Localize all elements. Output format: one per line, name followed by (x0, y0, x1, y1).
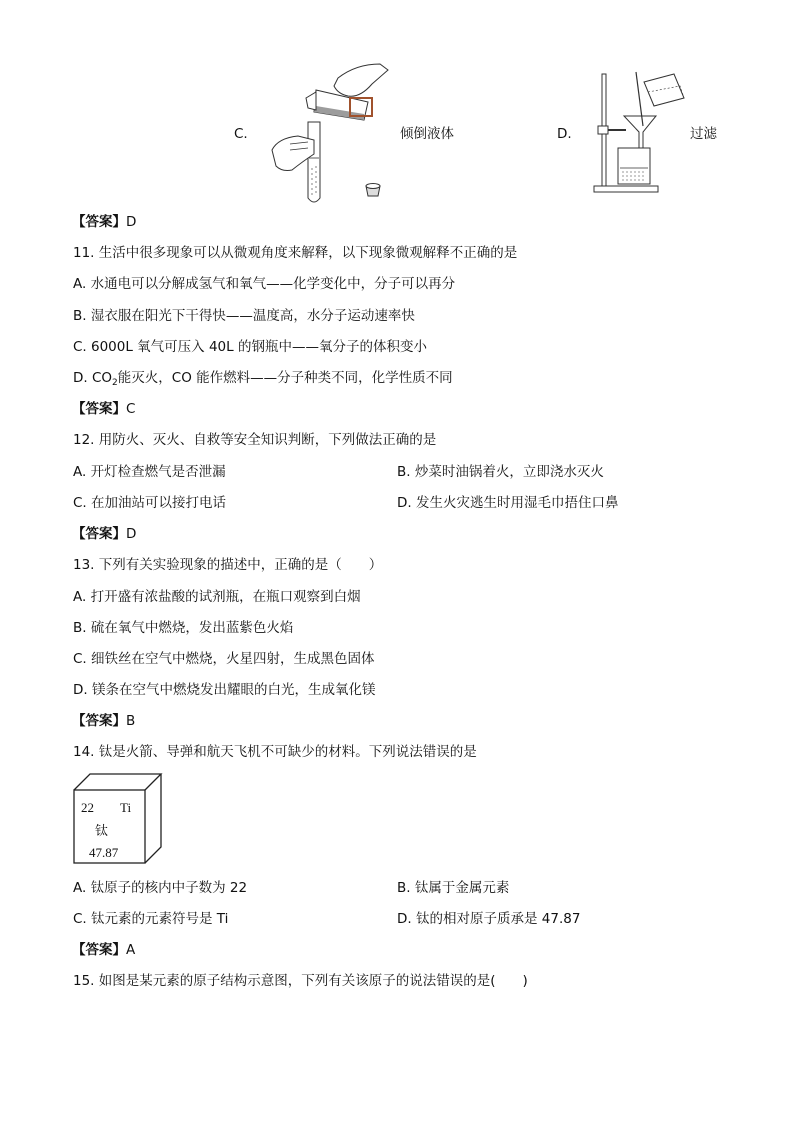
q12-option-d: D. 发生火灾逃生时用湿毛巾捂住口鼻 (397, 495, 619, 511)
answer-value: D (126, 526, 137, 542)
answer-value: B (126, 713, 136, 729)
answer-value: D (126, 214, 137, 230)
pouring-liquid-illustration (268, 58, 398, 208)
q12-option-a: A. 开灯检查燃气是否泄漏 (73, 464, 226, 480)
element-symbol: Ti (120, 800, 132, 815)
element-name: 钛 (95, 824, 109, 839)
q11-option-c: C. 6000L 氧气可压入 40L 的钢瓶中——氧分子的体积变小 (73, 339, 427, 355)
q10-answer (72, 213, 136, 231)
q13-option-c: C. 细铁丝在空气中燃烧，火星四射，生成黑色固体 (73, 651, 375, 667)
answer-value: C (126, 401, 136, 417)
q12-answer (72, 525, 136, 543)
filtration-apparatus-illustration (590, 68, 690, 198)
answer-tag: 【答案】 (72, 942, 126, 958)
q11-option-d-text: 能灭火，CO 能作燃料——分子种类不同，化学性质不同 (117, 370, 453, 386)
q11-option-d-subscript: 2 (112, 378, 118, 388)
option-d-label: D. (557, 126, 572, 142)
q13-option-b: B. 硫在氧气中燃烧，发出蓝紫色火焰 (73, 620, 294, 636)
q11-stem: 11. 生活中很多现象可以从微观角度来解释，以下现象微观解释不正确的是 (73, 245, 518, 261)
q14-option-d: D. 钛的相对原子质承是 47.87 (397, 911, 581, 927)
q13-answer (72, 712, 135, 730)
periodic-table-cell (73, 773, 163, 865)
q12-option-c: C. 在加油站可以接打电话 (73, 495, 227, 511)
q14-option-c: C. 钛元素的元素符号是 Ti (73, 911, 229, 927)
answer-tag: 【答案】 (72, 526, 126, 542)
answer-tag: 【答案】 (72, 214, 126, 230)
q11-answer (72, 400, 135, 418)
atomic-number: 22 (81, 800, 94, 815)
q13-option-a: A. 打开盛有浓盐酸的试剂瓶，在瓶口观察到白烟 (73, 589, 361, 605)
q12-stem: 12. 用防火、灭火、自救等安全知识判断，下列做法正确的是 (73, 432, 437, 448)
q11-option-d (73, 369, 453, 392)
option-d-caption: 过滤 (690, 126, 717, 142)
answer-tag: 【答案】 (72, 713, 126, 729)
q13-stem: 13. 下列有关实验现象的描述中，正确的是（ ） (73, 557, 383, 573)
atomic-mass: 47.87 (89, 845, 119, 860)
q14-option-a: A. 钛原子的核内中子数为 22 (73, 880, 248, 896)
q14-answer (72, 941, 135, 959)
option-c-caption: 倾倒液体 (400, 126, 454, 142)
option-c-label: C. (234, 126, 248, 142)
q14-stem: 14. 钛是火箭、导弹和航天飞机不可缺少的材料。下列说法错误的是 (73, 744, 477, 760)
answer-value: A (126, 942, 136, 958)
q12-option-b: B. 炒菜时油锅着火，立即浇水灭火 (397, 464, 604, 480)
q11-option-b: B. 湿衣服在阳光下干得快——温度高，水分子运动速率快 (73, 308, 415, 324)
q15-stem: 15. 如图是某元素的原子结构示意图，下列有关该原子的说法错误的是( ) (73, 973, 528, 989)
answer-tag: 【答案】 (72, 401, 126, 417)
q13-option-d: D. 镁条在空气中燃烧发出耀眼的白光，生成氧化镁 (73, 682, 376, 698)
q11-option-a: A. 水通电可以分解成氢气和氧气——化学变化中，分子可以再分 (73, 276, 456, 292)
q11-option-d-prefix: D. CO (73, 370, 113, 386)
q14-option-b: B. 钛属于金属元素 (397, 880, 510, 896)
